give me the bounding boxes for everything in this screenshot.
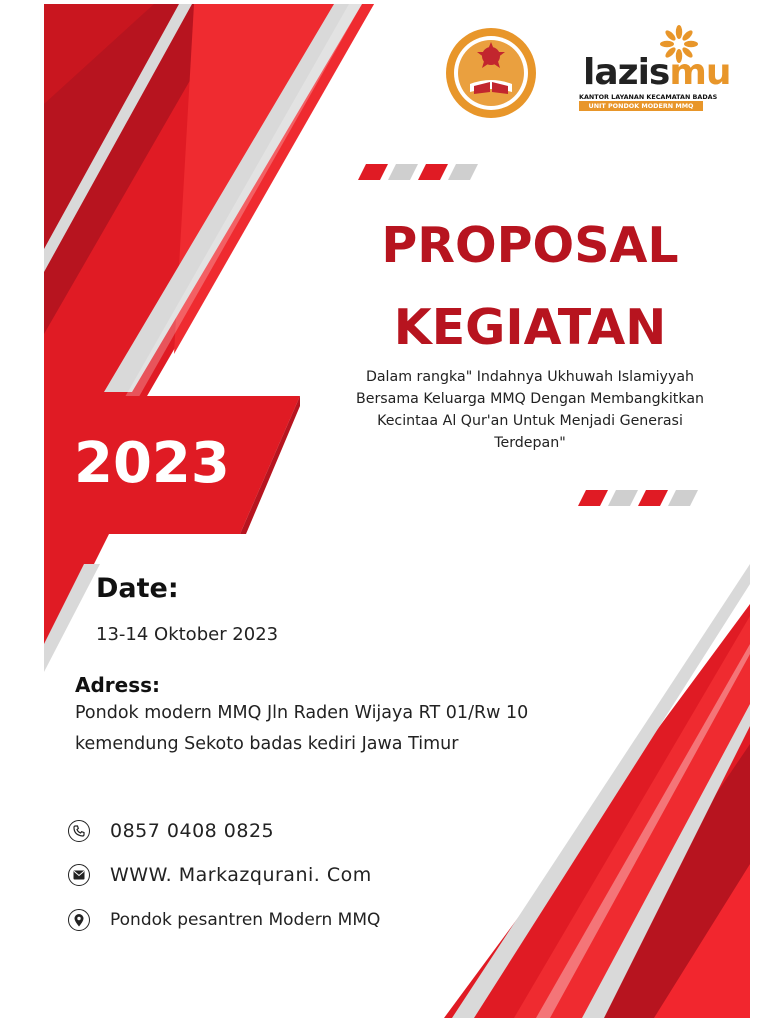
title-line-1: PROPOSAL [381,217,679,274]
lazismu-office-label: KANTOR LAYANAN KECAMATAN BADAS [579,93,718,101]
lazismu-logo: lazismu [583,52,731,93]
phone-icon [68,820,90,842]
emblem-icon [444,26,538,120]
date-value: 13-14 Oktober 2023 [96,624,279,645]
contact-location [68,905,380,935]
phone-number: 0857 0408 0825 [110,820,275,842]
contact-phone [68,816,274,846]
year-banner-text: 2023 [74,431,230,496]
location-name: Pondok pesantren Modern MMQ [110,910,381,930]
location-pin-icon [68,909,90,931]
email-icon [68,864,90,886]
lazismu-unit-label: UNIT PONDOK MODERN MMQ [579,101,703,111]
title-line-2: KEGIATAN [393,299,667,356]
address-value: Pondok modern MMQ Jln Raden Wijaya RT 01/Rw 10 kemendung Sekoto badas kediri Jawa Timur [75,703,529,754]
contact-website [68,860,372,890]
date-label: Date: [96,573,179,604]
website-address[interactable]: WWW. Markazqurani. Com [110,864,372,886]
event-subtitle: Dalam rangka" Indahnya Ukhuwah Islamiyyah Bersama Keluarga MMQ Dengan Membangkitkan Kecintaa Al Qur'an Untuk Menjadi Generasi Terdepan" [355,369,704,451]
address-label: Adress: [75,673,161,697]
